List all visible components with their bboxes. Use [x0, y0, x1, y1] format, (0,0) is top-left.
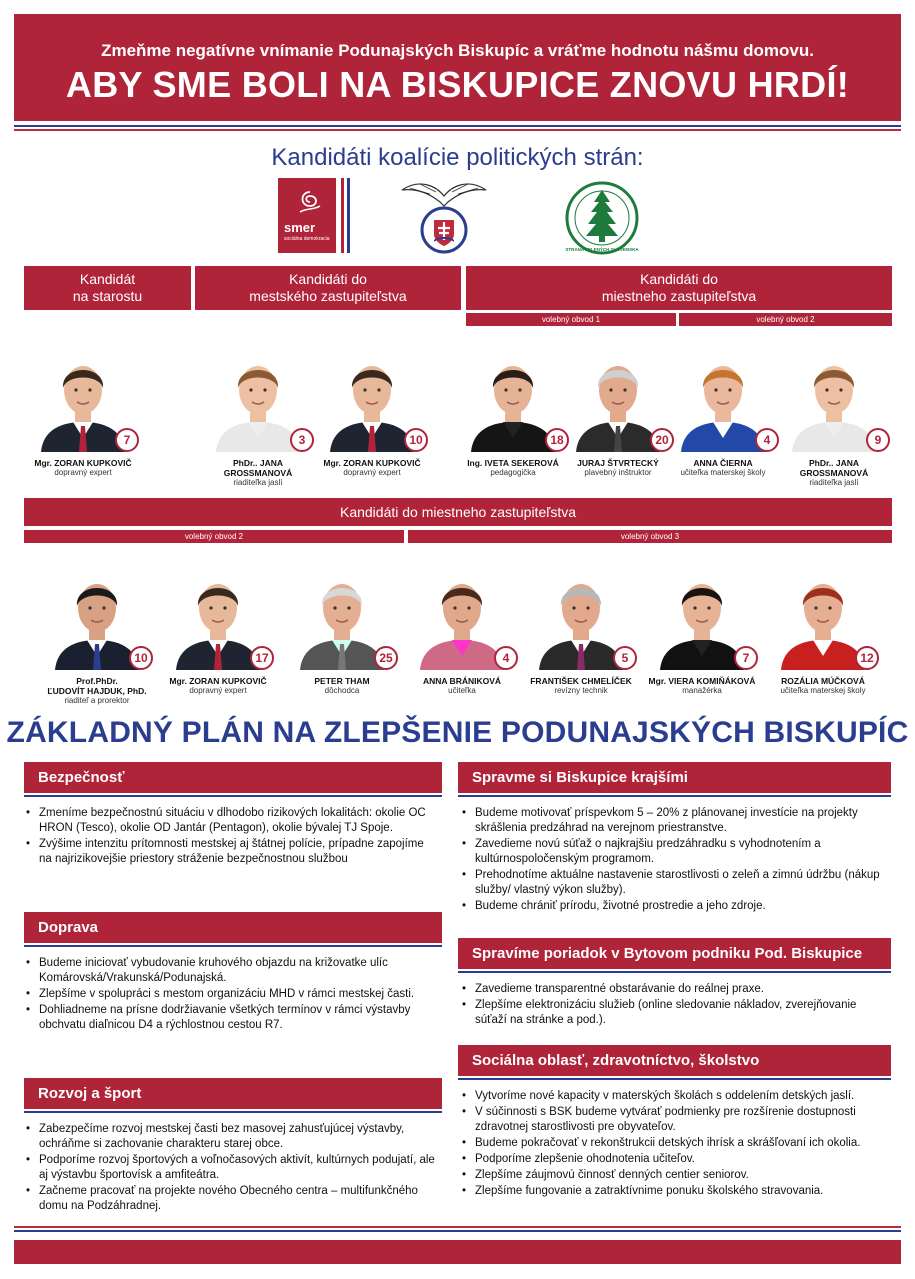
- candidate-name: PhDr.. JANA GROSSMANOVÁ: [799, 458, 869, 478]
- row1-candidate-2: [203, 342, 313, 488]
- local-council-banner: Kandidáti do miestneho zastupiteľstva: [24, 498, 892, 526]
- list-item: • Zlepšíme záujmovú činnosť denných centier seniorov.: [460, 1168, 886, 1183]
- header-banner: [14, 14, 901, 121]
- row1-candidate-5: [563, 342, 673, 478]
- plan-title: ZÁKLADNÝ PLÁN NA ZLEPŠENIE PODUNAJSKÝCH BISKUPÍC: [6, 716, 909, 749]
- list-item: • Zavedieme transparentné obstarávanie do reálnej praxe.: [460, 982, 886, 997]
- candidate-photo: [531, 560, 631, 670]
- list-item: • Zabezpečíme rozvoj mestskej časti bez masovej zahusťujúcej výstavby, ochráňme si zachovanie charakteru starej obce.: [24, 1122, 436, 1152]
- candidate-photo: [168, 560, 268, 670]
- candidate-photo: [208, 342, 308, 452]
- candidate-photo: [33, 342, 133, 452]
- candidate-photo: [292, 560, 392, 670]
- candidate-role: manažérka: [682, 686, 722, 695]
- candidate-name: Mgr. ZORAN KUPKOVIČ: [323, 458, 421, 468]
- list-item: • Budeme pokračovať v rekonštrukcii detských ihrísk a skrášľovaní ich okolia.: [460, 1136, 886, 1151]
- list-item: • Prehodnotíme aktuálne nastavenie starostlivosti o zeleň a zimnú údržbu (nákup služby/ vlastný výkon služby).: [460, 868, 886, 898]
- row2-candidate-2: [163, 560, 273, 696]
- district-2-label: volebný obvod 2: [679, 313, 892, 326]
- row2-candidate-7: [768, 560, 878, 696]
- list-item: • Dohliadneme na prísne dodržiavanie všetkých termínov v rámci výstavby obchvatu diaľnicou D4 a rýchlostnou cestou R7.: [24, 1003, 436, 1033]
- col-city: Kandidáti do mestského zastupiteľstva: [195, 266, 461, 310]
- row1-candidate-4: [458, 342, 568, 478]
- candidate-photo: [322, 342, 422, 452]
- candidate-number: 10: [129, 646, 153, 670]
- candidate-name: PhDr.. JANA GROSSMANOVÁ: [223, 458, 293, 478]
- candidate-photo: [773, 560, 873, 670]
- candidate-photo: [412, 560, 512, 670]
- candidate-photo: [784, 342, 884, 452]
- candidate-role: pedagogička: [490, 468, 536, 477]
- candidate-number: 18: [545, 428, 569, 452]
- candidate-role: dopravný expert: [343, 468, 401, 477]
- list-item: • Budeme iniciovať vybudovanie kruhového objazdu na križovatke ulíc Komárovská/Vrakunská/Podunajská.: [24, 956, 436, 986]
- candidate-role: riaditeľ a prorektor: [64, 696, 130, 705]
- row1-candidate-6: [668, 342, 778, 478]
- section-title-rozvoj: Rozvoj a šport: [24, 1078, 442, 1109]
- list-bytovy: [460, 982, 886, 1029]
- candidate-number: 9: [866, 428, 890, 452]
- rose-icon: [296, 188, 324, 218]
- candidate-name: Mgr. ZORAN KUPKOVIČ: [169, 676, 267, 686]
- row1-candidate-3: [317, 342, 427, 478]
- candidate-number: 7: [734, 646, 758, 670]
- candidate-photo: [47, 560, 147, 670]
- sz-logo-text: STRANA ZELENÝCH SLOVENSKA: [565, 247, 639, 252]
- candidate-name: Mgr. VIERA KOMIŇÁKOVÁ: [648, 676, 756, 686]
- list-item: • Zmeníme bezpečnostnú situáciu v dlhodobo rizikových lokalitách: okolie OC HRON (Tesco), okolie OD Jantár (Pentagon), okolie bývalej TJ Spoje.: [24, 806, 436, 836]
- candidate-number: 10: [404, 428, 428, 452]
- candidate-number: 25: [374, 646, 398, 670]
- candidate-name: ROZÁLIA MÚČKOVÁ: [781, 676, 865, 686]
- candidate-role: riaditeľka jaslí: [809, 478, 859, 487]
- col-local: Kandidáti do miestneho zastupiteľstva: [466, 266, 892, 310]
- candidate-number: 20: [650, 428, 674, 452]
- candidate-number: 5: [613, 646, 637, 670]
- candidate-role: učiteľka materskej školy: [780, 686, 866, 695]
- candidate-role: učiteľka: [448, 686, 476, 695]
- header-subtitle: Zmeňme negatívne vnímanie Podunajských Biskupíc a vráťme hodnotu nášmu domovu.: [101, 41, 814, 60]
- candidate-role: dopravný expert: [189, 686, 247, 695]
- col-mayor: Kandidát na starostu: [24, 266, 191, 310]
- list-socialna: [460, 1089, 886, 1200]
- section-title-bytovy: Spravíme poriadok v Bytovom podniku Pod. Biskupice: [458, 938, 891, 969]
- section-title-socialna: Sociálna oblasť, zdravotníctvo, školstvo: [458, 1045, 891, 1076]
- row2-candidate-5: [526, 560, 636, 696]
- candidate-role: revízny technik: [554, 686, 608, 695]
- candidate-photo: [568, 342, 668, 452]
- coalition-title: Kandidáti koalície politických strán:: [271, 144, 644, 171]
- candidate-number: 4: [494, 646, 518, 670]
- candidate-name: ANNA ČIERNA: [693, 458, 753, 468]
- candidate-photo: [673, 342, 773, 452]
- candidate-role: učiteľka materskej školy: [680, 468, 766, 477]
- list-item: • Zavedieme novú súťaž o najkrajšiu predzáhradku s vyhodnotením a kultúrnospoločenským programom.: [460, 837, 886, 867]
- footer-stripes: [14, 1226, 901, 1232]
- list-item: • Zvýšime intenzitu prítomnosti mestskej aj štátnej polície, prípadne zapojíme na najrizikovejšie priestory stráženie bezpečnostnou službou: [24, 837, 436, 867]
- list-item: • Budeme motivovať príspevkom 5 – 20% z plánovanej investície na projekty skrášlenia predzáhrad na verejnom priestranstve.: [460, 806, 886, 836]
- list-item: • Podporíme rozvoj športových a voľnočasových aktivít, kultúrnych podujatí, ale aj výstavbu športovísk a amfiteátra.: [24, 1153, 436, 1183]
- candidate-number: 4: [755, 428, 779, 452]
- district-2-row2-label: volebný obvod 2: [24, 530, 404, 543]
- sns-eagle-logo: [400, 176, 488, 256]
- list-item: • Podporíme zlepšenie ohodnotenia učiteľov.: [460, 1152, 886, 1167]
- candidate-name: Mgr. ZORAN KUPKOVIČ: [34, 458, 132, 468]
- section-title-bezpecnost: Bezpečnosť: [24, 762, 442, 793]
- candidate-name: JURAJ ŠTVRTECKÝ: [577, 458, 659, 468]
- smer-sub: sociálna demokracia: [284, 236, 330, 242]
- candidate-number: 3: [290, 428, 314, 452]
- list-doprava: [24, 956, 436, 1034]
- row2-candidate-6: [647, 560, 757, 696]
- list-item: • Vytvoríme nové kapacity v materských školách s oddelením detských jaslí.: [460, 1089, 886, 1104]
- list-item: • Zlepšíme fungovanie a zatraktívnime ponuku školského stravovania.: [460, 1184, 886, 1199]
- list-item: • Zlepšíme v spolupráci s mestom organizáciu MHD v rámci mestskej časti.: [24, 987, 436, 1002]
- smer-name: smer: [284, 220, 316, 235]
- candidate-name: FRANTIŠEK CHMELÍČEK: [530, 676, 632, 686]
- candidate-name: Ing. IVETA SEKEROVÁ: [467, 458, 559, 468]
- candidate-number: 17: [250, 646, 274, 670]
- row2-candidate-1: [42, 560, 152, 706]
- header-stripes: [14, 125, 901, 131]
- strana-zelenych-logo: [564, 180, 640, 256]
- candidate-name: Prof.PhDr. ĽUDOVÍT HAJDUK, PhD.: [47, 676, 147, 696]
- candidate-role: plavebný inštruktor: [584, 468, 652, 477]
- list-item: • Zlepšíme elektronizáciu služieb (online sledovanie nákladov, zverejňovanie súťaží na stránke a pod.).: [460, 998, 886, 1028]
- list-bezpecnost: [24, 806, 436, 868]
- list-item: • Začneme pracovať na projekte nového Obecného centra – multifunkčného domu na Podzáhradnej.: [24, 1184, 436, 1214]
- candidate-role: dopravný expert: [54, 468, 112, 477]
- row2-candidate-3: [287, 560, 397, 696]
- section-title-krajsie: Spravme si Biskupice krajšími: [458, 762, 891, 793]
- list-krajsie: [460, 806, 886, 915]
- row2-candidate-4: [407, 560, 517, 696]
- district-1-label: volebný obvod 1: [466, 313, 676, 326]
- candidate-photo: [463, 342, 563, 452]
- header-title: ABY SME BOLI NA BISKUPICE ZNOVU HRDÍ!: [65, 64, 850, 105]
- list-item: • Budeme chrániť prírodu, životné prostredie a jeho zdroje.: [460, 899, 886, 914]
- candidate-role: dôchodca: [324, 686, 360, 695]
- candidate-photo: [652, 560, 752, 670]
- candidate-role: riaditeľka jaslí: [233, 478, 283, 487]
- smer-logo: [278, 178, 336, 253]
- list-item: • V súčinnosti s BSK budeme vytvárať podmienky pre rozšírenie dostupnosti zdravotnej starostlivosti pre obyvateľov.: [460, 1105, 886, 1135]
- list-rozvoj: [24, 1122, 436, 1215]
- row1-candidate-1: [28, 342, 138, 478]
- candidate-name: PETER THAM: [314, 676, 370, 686]
- footer-bar: [14, 1240, 901, 1264]
- district-3-label: volebný obvod 3: [408, 530, 892, 543]
- candidate-number: 7: [115, 428, 139, 452]
- section-title-doprava: Doprava: [24, 912, 442, 943]
- candidate-name: ANNA BRÁNIKOVÁ: [422, 676, 502, 686]
- row1-candidate-7: [779, 342, 889, 488]
- candidate-number: 12: [855, 646, 879, 670]
